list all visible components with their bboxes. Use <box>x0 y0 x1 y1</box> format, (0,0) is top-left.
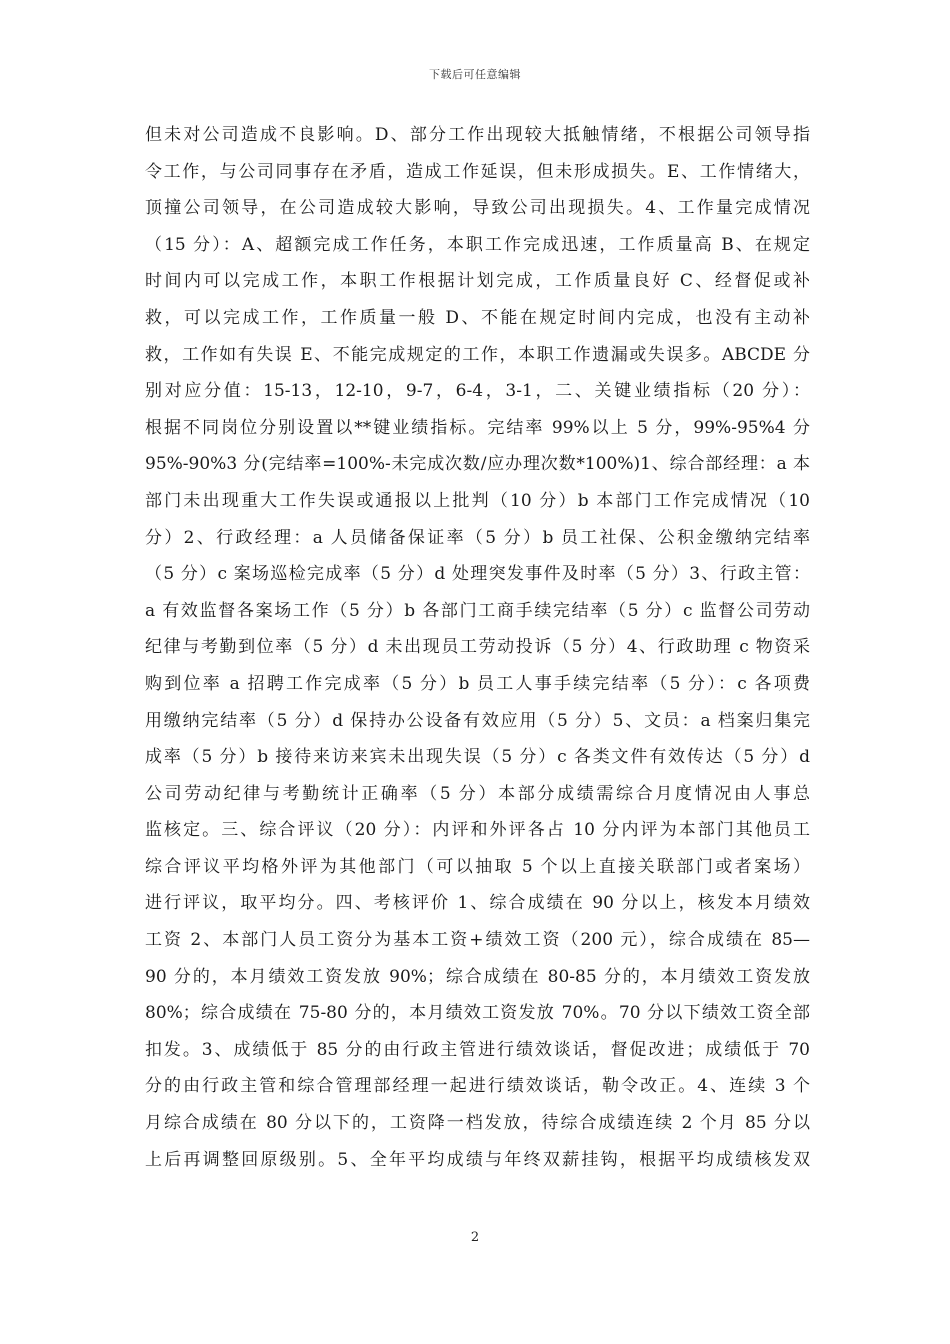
body-line: （15 分）：A、超额完成工作任务，本职工作完成迅速，工作质量高 B、在规定 <box>145 234 810 255</box>
body-line: 用缴纳完结率（5 分）d 保持办公设备有效应用（5 分）5、文员：a 档案归集完 <box>145 710 810 731</box>
body-line: 工资 2、本部门人员工资分为基本工资+绩效工资（200 元），综合成绩在 85— <box>145 930 810 951</box>
body-line: 综合评议平均格外评为其他部门（可以抽取 5 个以上直接关联部门或者案场） <box>145 856 810 877</box>
body-line: 95%-90%3 分(完结率=100%-未完成次数/应办理次数*100%)1、综合部经理：a 本 <box>145 454 810 475</box>
body-line: 监核定。三、综合评议（20 分）：内评和外评各占 10 分内评为本部门其他员工 <box>145 820 810 841</box>
body-line: 成率（5 分）b 接待来访来宾未出现失误（5 分）c 各类文件有效传达（5 分）d <box>145 747 810 768</box>
body-line: 上后再调整回原级别。5、全年平均成绩与年终双薪挂钩，根据平均成绩核发双 <box>145 1149 810 1170</box>
body-line: 购到位率 a 招聘工作完成率（5 分）b 员工人事手续完结率（5 分）：c 各项费 <box>145 673 810 694</box>
page-number: 2 <box>470 1230 480 1245</box>
body-line: 扣发。3、成绩低于 85 分的由行政主管进行绩效谈话，督促改进；成绩低于 70 <box>145 1039 810 1060</box>
body-line: 80%；综合成绩在 75-80 分的，本月绩效工资发放 70%。70 分以下绩效工资全部 <box>145 1003 810 1024</box>
document-body <box>145 117 810 1178</box>
body-line: 进行评议，取平均分。四、考核评价 1、综合成绩在 90 分以上，核发本月绩效 <box>145 893 810 914</box>
body-line: 纪律与考勤到位率（5 分）d 未出现员工劳动投诉（5 分）4、行政助理 c 物资采 <box>145 637 810 658</box>
body-line: 根据不同岗位分别设置以**键业绩指标。完结率 99%以上 5 分，99%-95%4 分 <box>145 417 810 438</box>
body-line: 别对应分值：15-13，12-10，9-7，6-4，3-1，二、关键业绩指标（20 分）： <box>145 381 810 402</box>
body-line: 顶撞公司领导，在公司造成较大影响，导致公司出现损失。4、工作量完成情况 <box>145 198 810 219</box>
body-line: 时间内可以完成工作，本职工作根据计划完成，工作质量良好 C、经督促或补 <box>145 271 810 292</box>
body-line: 月综合成绩在 80 分以下的，工资降一档发放，待综合成绩连续 2 个月 85 分以 <box>145 1113 810 1134</box>
body-line: 令工作，与公司同事存在矛盾，造成工作延误，但未形成损失。E、工作情绪大， <box>145 161 810 182</box>
body-line: 公司劳动纪律与考勤统计正确率（5 分）本部分成绩需综合月度情况由人事总 <box>145 783 810 804</box>
body-line: 救，可以完成工作，工作质量一般 D、不能在规定时间内完成，也没有主动补 <box>145 307 810 328</box>
body-line: 救，工作如有失误 E、不能完成规定的工作，本职工作遗漏或失误多。ABCDE 分 <box>145 344 810 365</box>
page-header: 下载后可任意编辑 <box>429 68 521 81</box>
body-line: 90 分的，本月绩效工资发放 90%；综合成绩在 80-85 分的，本月绩效工资发放 <box>145 966 810 987</box>
body-line: 分的由行政主管和综合管理部经理一起进行绩效谈话，勒令改正。4、连续 3 个 <box>145 1076 810 1097</box>
body-line: 部门未出现重大工作失误或通报以上批判（10 分）b 本部门工作完成情况（10 <box>145 490 810 511</box>
body-line: （5 分）c 案场巡检完成率（5 分）d 处理突发事件及时率（5 分）3、行政主管： <box>145 564 810 585</box>
body-line: 但未对公司造成不良影响。D、部分工作出现较大抵触情绪，不根据公司领导指 <box>145 125 810 145</box>
body-line: 分）2、行政经理：a 人员储备保证率（5 分）b 员工社保、公积金缴纳完结率 <box>145 527 810 548</box>
body-line: a 有效监督各案场工作（5 分）b 各部门工商手续完结率（5 分）c 监督公司劳动 <box>145 600 810 621</box>
